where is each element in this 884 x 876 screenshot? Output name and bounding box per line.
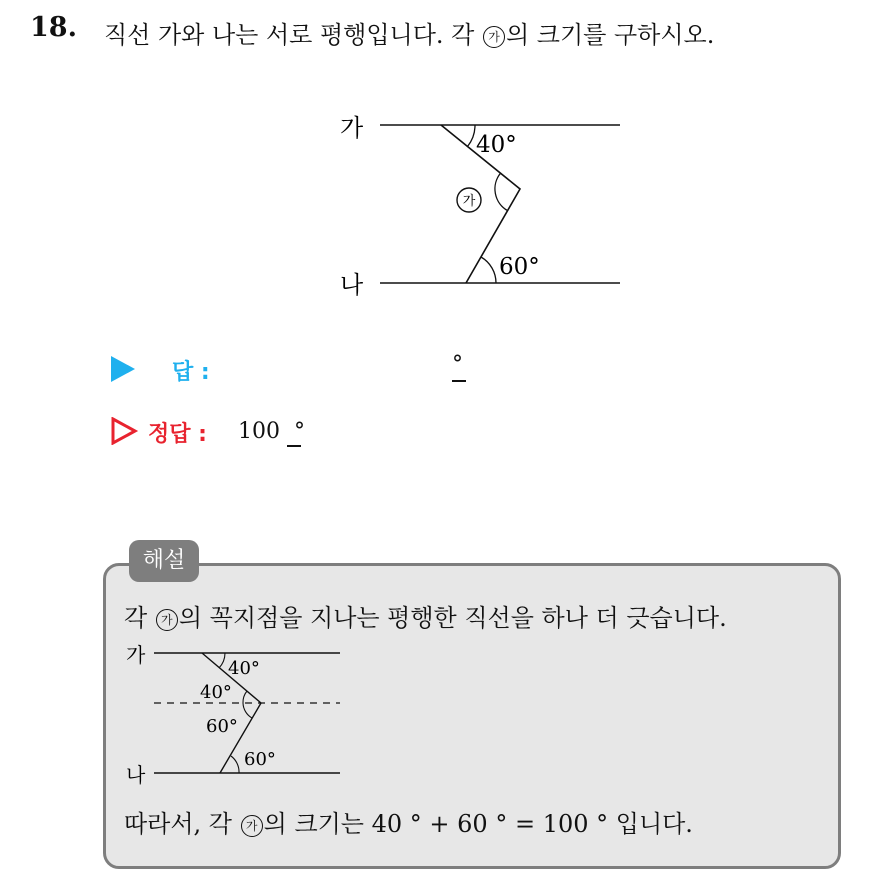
expl-angle-bottom: 60°	[244, 749, 276, 770]
expl-angle-mid-lower: 60°	[206, 716, 238, 737]
expl-line-ga-label: 가	[126, 643, 146, 667]
answer-unit: °	[452, 352, 463, 377]
circled-ga-symbol: 가	[483, 26, 505, 48]
expl-arc-bottom	[231, 756, 239, 773]
arc-angle-ga	[495, 173, 508, 210]
expl-angle-top: 40°	[228, 658, 260, 679]
question-text: 직선 가와 나는 서로 평행입니다. 각 가 의 크기를 구하시오.	[104, 21, 715, 49]
arc-angle-60	[481, 257, 496, 283]
circled-ga-symbol: 가	[156, 609, 178, 631]
correct-label: 정답 :	[148, 422, 207, 447]
answer-blank-underline[interactable]	[452, 380, 466, 382]
main-figure	[330, 95, 640, 310]
explanation-badge: 해설	[129, 540, 199, 582]
expl-arc-mid-lower	[243, 703, 252, 718]
angle-40-label: 40°	[476, 132, 517, 158]
answer-label: 답 :	[172, 360, 210, 385]
expl-angle-mid-upper: 40°	[200, 682, 232, 703]
arc-angle-40	[468, 125, 476, 147]
question-number: 18.	[30, 12, 77, 43]
expl-arc-top	[219, 653, 225, 668]
explanation-figure	[122, 640, 352, 790]
angle-60-label: 60°	[499, 254, 540, 280]
correct-underline	[287, 445, 301, 447]
line-na-label: 나	[340, 271, 364, 299]
angle-ga-label: 가	[462, 194, 476, 209]
explanation-conclusion: 따라서, 각 가 의 크기는 40 ° + 60 ° = 100 ° 입니다.	[124, 810, 693, 838]
correct-value: 100 °	[238, 419, 305, 444]
correct-unit: °	[294, 419, 305, 444]
expl-arc-mid-upper	[243, 691, 247, 703]
explanation-text: 각 가 의 꼭지점을 지나는 평행한 직선을 하나 더 긋습니다.	[124, 604, 727, 632]
correct-marker-icon	[111, 417, 139, 445]
circled-ga-symbol: 가	[241, 815, 263, 837]
expl-line-na-label: 나	[126, 763, 146, 787]
line-ga-label: 가	[340, 114, 364, 142]
answer-marker-icon	[111, 356, 135, 382]
